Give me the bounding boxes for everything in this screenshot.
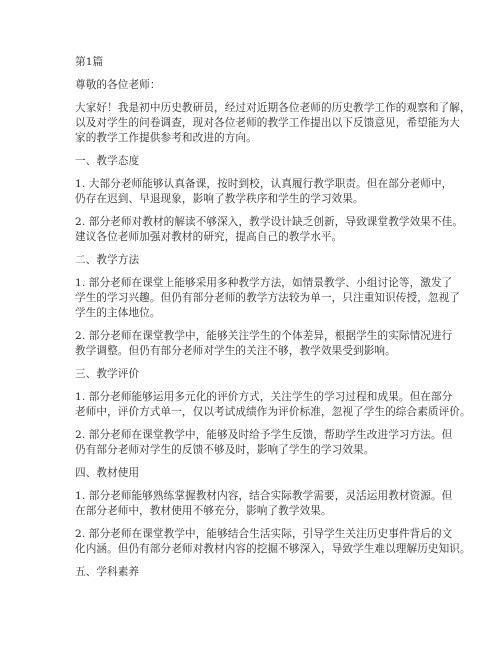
paragraph-line: 建议各位老师加强对教材的研究，提高自己的教学水平。 xyxy=(75,231,343,243)
intro-line: 家的教学工作提供参考和改进的方向。 xyxy=(75,132,257,144)
intro-line: 以及对学生的问卷调查，现对各位老师的教学工作提出以下反馈意见，希望能为大 xyxy=(75,117,460,129)
section-paragraph xyxy=(75,329,495,359)
document-page xyxy=(75,55,495,588)
intro-line: 大家好！我是初中历史教研员，经过对近期各位老师的历史教学工作的观察和了解， xyxy=(75,102,471,114)
section-paragraph xyxy=(75,215,495,245)
paragraph-line: 学生的主体地位。 xyxy=(75,307,161,319)
section-paragraph xyxy=(75,276,495,321)
section-paragraph xyxy=(75,390,495,420)
paragraph-line: 1. 部分老师能够运用多元化的评价方式，关注学生的学习过程和成果。但在部分 xyxy=(75,391,453,403)
paragraph-line: 2. 部分老师在课堂教学中，能够及时给予学生反馈，帮助学生改进学习方法。但 xyxy=(75,429,453,441)
paragraph-line: 仍有部分老师对学生的反馈不够及时，影响了学生的学习效果。 xyxy=(75,444,375,456)
section-paragraph xyxy=(75,177,495,207)
section-paragraph xyxy=(75,428,495,458)
section-paragraph xyxy=(75,489,495,519)
salutation: 尊敬的各位老师： xyxy=(75,79,161,91)
paragraph-line: 化内涵。但仍有部分老师对教材内容的挖掘不够深入，导致学生难以理解历史知识。 xyxy=(75,543,471,555)
paragraph-line: 1. 部分老师能够熟练掌握教材内容，结合实际教学需要，灵活运用教材资源。但 xyxy=(75,490,453,502)
section-paragraph xyxy=(75,527,495,557)
paragraph-line: 在部分老师中，教材使用不够充分，影响了教学效果。 xyxy=(75,505,332,517)
paragraph-line: 2. 部分老师在课堂教学中，能够关注学生的个体差异，根据学生的实际情况进行 xyxy=(75,330,453,342)
section-heading: 一、教学态度 xyxy=(75,155,140,167)
paragraph-line: 学生的学习兴趣。但仍有部分老师的教学方法较为单一，只注重知识传授，忽视了 xyxy=(75,292,460,304)
paragraph-line: 仍存在迟到、早退现象，影响了教学秩序和学生的学习效果。 xyxy=(75,193,364,205)
paragraph-line: 2. 部分老师对教材的解读不够深入，教学设计缺乏创新，导致课堂教学效果不佳。 xyxy=(75,216,464,228)
paragraph-line: 1. 大部分老师能够认真备课，按时到校，认真履行教学职责。但在部分老师中， xyxy=(75,178,453,190)
section-heading: 四、教材使用 xyxy=(75,467,140,479)
section-heading: 五、学科素养 xyxy=(75,566,140,578)
section-heading: 二、教学方法 xyxy=(75,254,140,266)
paragraph-line: 教学调整。但仍有部分老师对学生的关注不够，教学效果受到影响。 xyxy=(75,345,396,357)
paragraph-line: 老师中，评价方式单一，仅以考试成绩作为评价标准，忽视了学生的综合素质评价。 xyxy=(75,406,471,418)
section-heading: 三、教学评价 xyxy=(75,368,140,380)
intro-paragraph xyxy=(75,101,495,146)
paragraph-line: 1. 部分老师在课堂上能够采用多种教学方法，如情景教学、小组讨论等，激发了 xyxy=(75,277,453,289)
page-label: 第1篇 xyxy=(75,56,104,68)
paragraph-line: 2. 部分老师在课堂教学中，能够结合生活实际，引导学生关注历史事件背后的文 xyxy=(75,528,453,540)
